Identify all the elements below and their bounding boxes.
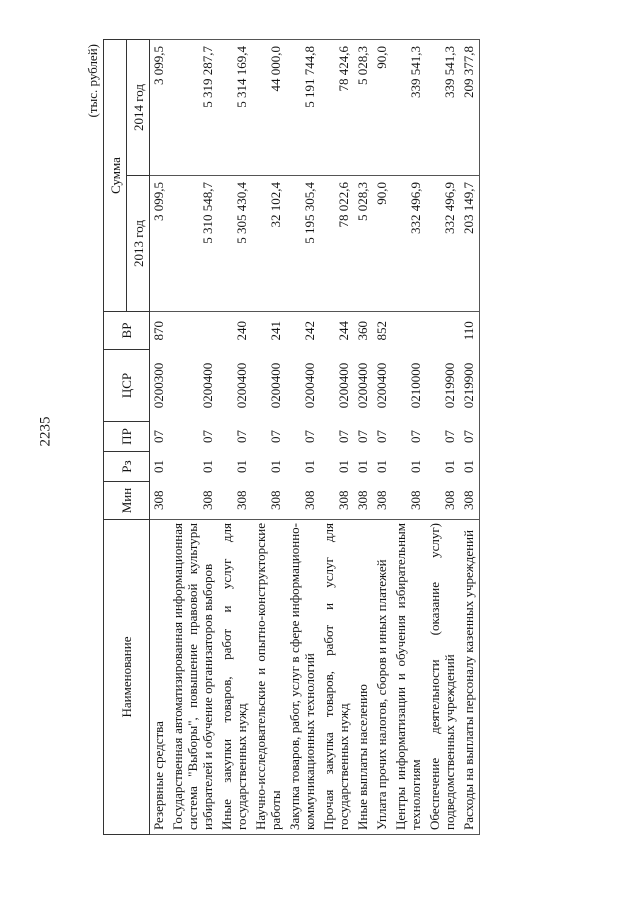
header-rz: Рз [104, 452, 150, 482]
cell-pr: 07 [460, 422, 480, 452]
cell-vr [426, 312, 460, 350]
cell-min: 308 [460, 482, 480, 520]
cell-csr: 0200400 [336, 362, 351, 409]
table-row [426, 40, 460, 835]
cell-y2013: 332 496,9 [426, 176, 460, 312]
cell-name: Резервные средства [150, 520, 170, 835]
table-row [218, 40, 252, 835]
cell-pr: 07 [302, 430, 317, 443]
cell-csr: 0200400 [234, 362, 249, 409]
cell-name: Иные выплаты населению [354, 520, 373, 835]
table-row [460, 40, 480, 835]
table-row [252, 40, 286, 835]
cell-min: 308 [169, 482, 218, 520]
table-row [320, 40, 354, 835]
cell-y2013: 5 310 548,7 [169, 176, 218, 312]
cell-y2013: 32 102,4 [252, 176, 286, 312]
cell-name: Научно-исследовательские и опытно-конструкторские работы [252, 520, 286, 835]
header-2013: 2013 год [127, 176, 150, 312]
rotated-table-area [85, 40, 610, 835]
cell-rz: 01 [442, 460, 457, 473]
cell-min: 308 [354, 482, 373, 520]
cell-csr: 0200400 [268, 362, 283, 409]
cell-pr: 07 [336, 430, 351, 443]
cell-rz: 01 [151, 460, 166, 473]
table-row [373, 40, 392, 835]
cell-csr: 0200300 [151, 362, 166, 409]
cell-vr: 240 [234, 321, 249, 341]
units-label: (тыс. рублей) [85, 44, 100, 118]
cell-y2013: 5 305 430,4 [218, 176, 252, 312]
cell-vr: 110 [460, 312, 480, 350]
cell-y2013: 5 195 305,4 [286, 176, 320, 312]
cell-y2014: 339 541,3 [392, 40, 426, 176]
cell-rz: 01 [302, 460, 317, 473]
cell-vr [392, 312, 426, 350]
cell-csr: 0200400 [374, 362, 389, 409]
cell-y2014: 5 314 169,4 [218, 40, 252, 176]
table-row [354, 40, 373, 835]
cell-pr: 07 [234, 430, 249, 443]
cell-min: 308 [426, 482, 460, 520]
cell-rz: 01 [355, 460, 370, 473]
cell-name: Государственная автоматизированная информационная система "Выборы", повышение правовой культуры избирателей и обучение организаторов выборов [169, 520, 218, 835]
cell-y2013: 332 496,9 [392, 176, 426, 312]
cell-vr [169, 312, 218, 350]
page-number: 2235 [37, 416, 54, 447]
table-row [286, 40, 320, 835]
cell-min: 308 [373, 482, 392, 520]
cell-min: 308 [320, 482, 354, 520]
cell-vr: 241 [268, 321, 283, 341]
cell-y2014: 3 099,5 [150, 40, 170, 176]
cell-name: Расходы на выплаты персоналу казенных учреждений [460, 520, 480, 835]
cell-pr: 07 [200, 430, 215, 443]
cell-vr: 242 [302, 321, 317, 341]
header-min: Мин [104, 482, 150, 520]
cell-rz: 01 [336, 460, 351, 473]
cell-y2013: 203 149,7 [460, 176, 480, 312]
cell-csr: 0200400 [200, 362, 215, 409]
cell-name: Обеспечение деятельности (оказание услуг) подведомственных учреждений [426, 520, 460, 835]
cell-y2014: 44 000,0 [252, 40, 286, 176]
table-row [169, 40, 218, 835]
cell-vr: 870 [151, 321, 166, 341]
header-vr: ВР [104, 312, 150, 350]
cell-y2014: 5 319 287,7 [169, 40, 218, 176]
header-sum: Сумма [104, 40, 127, 312]
cell-y2014: 78 424,6 [320, 40, 354, 176]
table-row [150, 40, 170, 835]
cell-rz: 01 [460, 452, 480, 482]
cell-min: 308 [252, 482, 286, 520]
cell-vr: 360 [355, 321, 370, 341]
cell-csr: 0200400 [355, 362, 370, 409]
cell-y2013: 3 099,5 [150, 176, 170, 312]
table-body [150, 40, 480, 835]
cell-rz: 01 [268, 460, 283, 473]
cell-name: Прочая закупка товаров, работ и услуг для государственных нужд [320, 520, 354, 835]
header-2014: 2014 год [127, 40, 150, 176]
cell-y2014: 209 377,8 [460, 40, 480, 176]
cell-name: Уплата прочих налогов, сборов и иных платежей [373, 520, 392, 835]
cell-name: Иные закупки товаров, работ и услуг для государственных нужд [218, 520, 252, 835]
cell-y2013: 78 022,6 [320, 176, 354, 312]
cell-csr: 0219900 [442, 362, 457, 409]
cell-y2014: 339 541,3 [426, 40, 460, 176]
cell-vr: 852 [374, 321, 389, 341]
header-name: Наименование [104, 520, 150, 835]
cell-min: 308 [150, 482, 170, 520]
cell-rz: 01 [408, 460, 423, 473]
cell-y2013: 5 028,3 [354, 176, 373, 312]
budget-table [103, 39, 480, 835]
cell-y2013: 90,0 [373, 176, 392, 312]
budget-sheet [85, 40, 610, 835]
cell-name: Закупка товаров, работ, услуг в сфере информационно-коммуникационных технологий [286, 520, 320, 835]
cell-csr: 0210000 [408, 362, 423, 409]
cell-y2014: 5 028,3 [354, 40, 373, 176]
cell-min: 308 [286, 482, 320, 520]
cell-rz: 01 [234, 460, 249, 473]
cell-pr: 07 [442, 430, 457, 443]
cell-pr: 07 [408, 430, 423, 443]
cell-pr: 07 [151, 430, 166, 443]
cell-pr: 07 [355, 430, 370, 443]
cell-rz: 01 [200, 460, 215, 473]
cell-pr: 07 [374, 430, 389, 443]
cell-name: Центры информатизации и обучения избирательным технологиям [392, 520, 426, 835]
cell-min: 308 [392, 482, 426, 520]
cell-csr: 0200400 [302, 362, 317, 409]
cell-csr: 0219900 [460, 350, 480, 422]
cell-pr: 07 [268, 430, 283, 443]
cell-rz: 01 [374, 460, 389, 473]
cell-y2014: 90,0 [373, 40, 392, 176]
table-row [392, 40, 426, 835]
cell-min: 308 [218, 482, 252, 520]
cell-vr: 244 [336, 321, 351, 341]
header-pr: ПР [104, 422, 150, 452]
header-csr: ЦСР [104, 350, 150, 422]
cell-y2014: 5 191 744,8 [286, 40, 320, 176]
